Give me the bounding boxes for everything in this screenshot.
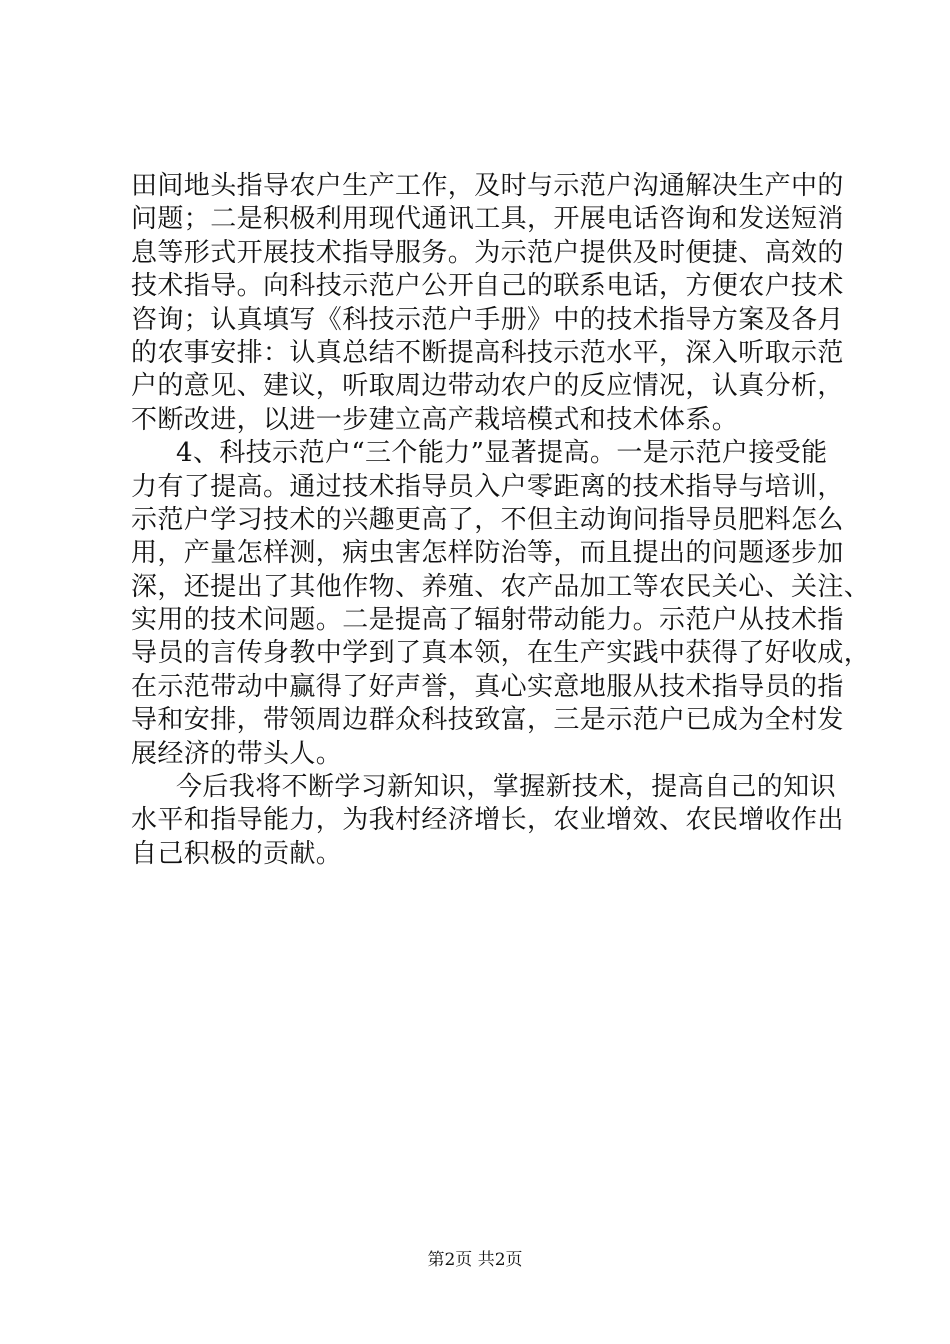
text-line: 田间地头指导农户生产工作，及时与示范户沟通解决生产中的 [131, 171, 844, 201]
text-line: 在示范带动中赢得了好声誉，真心实意地服从技术指导员的指 [131, 671, 844, 702]
text-line: 自己积极的贡献。 [131, 838, 343, 869]
text-line: 户的意见、建议，听取周边带动农户的反应情况，认真分析， [131, 371, 844, 402]
text-line: 用，产量怎样测，病虫害怎样防治等，而且提出的问题逐步加 [131, 538, 844, 569]
page-footer: 第2页 共2页 [427, 1250, 523, 1270]
text-line: 息等形式开展技术指导服务。为示范户提供及时便捷、高效的 [131, 237, 844, 268]
text-line: 技术指导。向科技示范户公开自己的联系电话，方便农户技术 [131, 271, 844, 302]
text-line: 示范户学习技术的兴趣更高了，不但主动询问指导员肥料怎么 [131, 504, 844, 535]
text-line: 力有了提高。通过技术指导员入户零距离的技术指导与培训， [131, 471, 844, 502]
text-line: 导和安排，带领周边群众科技致富，三是示范户已成为全村发 [131, 705, 844, 736]
text-line: 不断改进，以进一步建立高产栽培模式和技术体系。 [131, 404, 739, 435]
document-body [131, 170, 871, 871]
text-line: 水平和指导能力，为我村经济增长，农业增效、农民增收作出 [131, 805, 844, 836]
text-line: 问题；二是积极利用现代通讯工具，开展电话咨询和发送短消 [131, 204, 844, 235]
text-line: 4、科技示范户“三个能力”显著提高。一是示范户接受能 [176, 438, 828, 469]
text-line: 咨询；认真填写《科技示范户手册》中的技术指导方案及各月 [131, 304, 844, 335]
text-line: 展经济的带头人。 [131, 738, 343, 769]
text-line: 实用的技术问题。二是提高了辐射带动能力。示范户从技术指 [131, 605, 844, 636]
text-line: 深，还提出了其他作物、养殖、农产品加工等农民关心、关注、 [131, 571, 871, 602]
text-line: 今后我将不断学习新知识，掌握新技术，提高自己的知识 [176, 772, 837, 803]
text-line: 导员的言传身教中学到了真本领，在生产实践中获得了好收成， [131, 638, 871, 669]
text-line: 的农事安排：认真总结不断提高科技示范水平，深入听取示范 [131, 337, 844, 368]
